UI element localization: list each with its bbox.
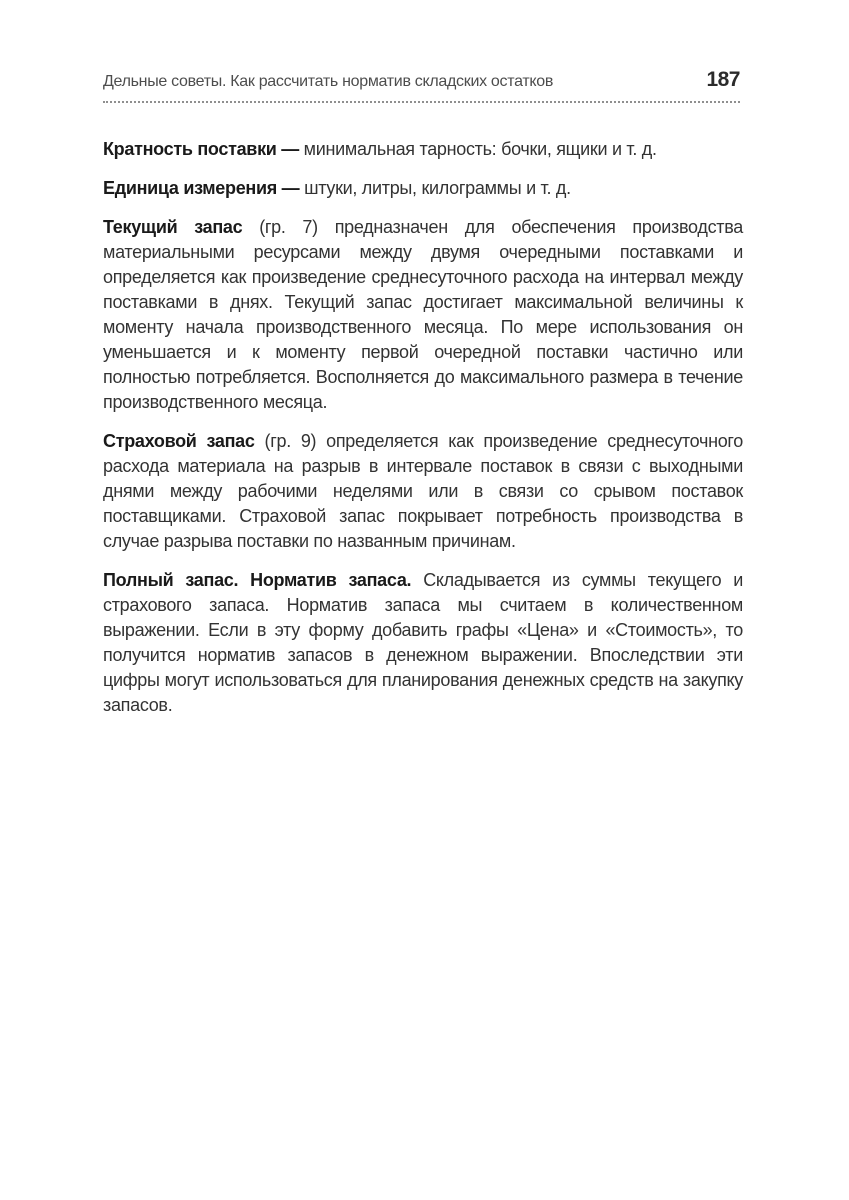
paragraph-text: Складывается из суммы текущего и страхового запаса. Норматив запаса мы считаем в количественном выражении. Если в эту форму добавить графы «Цена» и «Стоимость», то получится норматив запасов в денежном выражении. Впоследствии эти цифры могут использоваться для планирования денежных средств на закупку запасов. [103, 570, 743, 715]
paragraph-text: (гр. 9) определяется как произведение среднесуточного расхода материала на разрыв в интервале поставок в связи с выходными днями между рабочими неделями или в связи со срывом поставок поставщиками. Страховой запас покрывает потребность производства в случае разрыва поставки по названным причинам. [103, 431, 743, 551]
paragraph-lead: Единица измерения [103, 178, 277, 198]
paragraph-full-stock-norm [103, 568, 743, 718]
em-dash: — [281, 139, 299, 159]
paragraph-safety-stock [103, 429, 743, 554]
em-dash: — [281, 178, 300, 198]
paragraph-text: штуки, литры, килограммы и т. д. [304, 178, 571, 198]
running-title: Дельные советы. Как рассчитать норматив складских остатков [103, 73, 554, 90]
paragraph-unit-of-measure [103, 176, 743, 201]
paragraph-delivery-multiplicity [103, 137, 743, 162]
page-body [103, 137, 743, 732]
paragraph-text: минимальная тарность: бочки, ящики и т. д. [303, 139, 657, 159]
paragraph-text: (гр. 7) предназначен для обеспечения производства материальными ресурсами между двумя очередными поставками и определяется как произведение среднесуточного расхода на интервал между поставками в днях. Текущий запас достигает максимальной величины к моменту начала производственного месяца. По мере использования он уменьшается и к моменту первой очередной поставки частично или полностью потребляется. Восполняется до максимального размера в течение производственного месяца. [103, 217, 743, 412]
paragraph-lead: Полный запас. Норматив запаса. [103, 570, 412, 590]
paragraph-current-stock [103, 215, 743, 415]
paragraph-lead: Кратность поставки [103, 139, 277, 159]
page-number: 187 [706, 68, 740, 91]
page-header [103, 68, 740, 103]
paragraph-lead: Страховой запас [103, 431, 255, 451]
paragraph-lead: Текущий запас [103, 217, 243, 237]
